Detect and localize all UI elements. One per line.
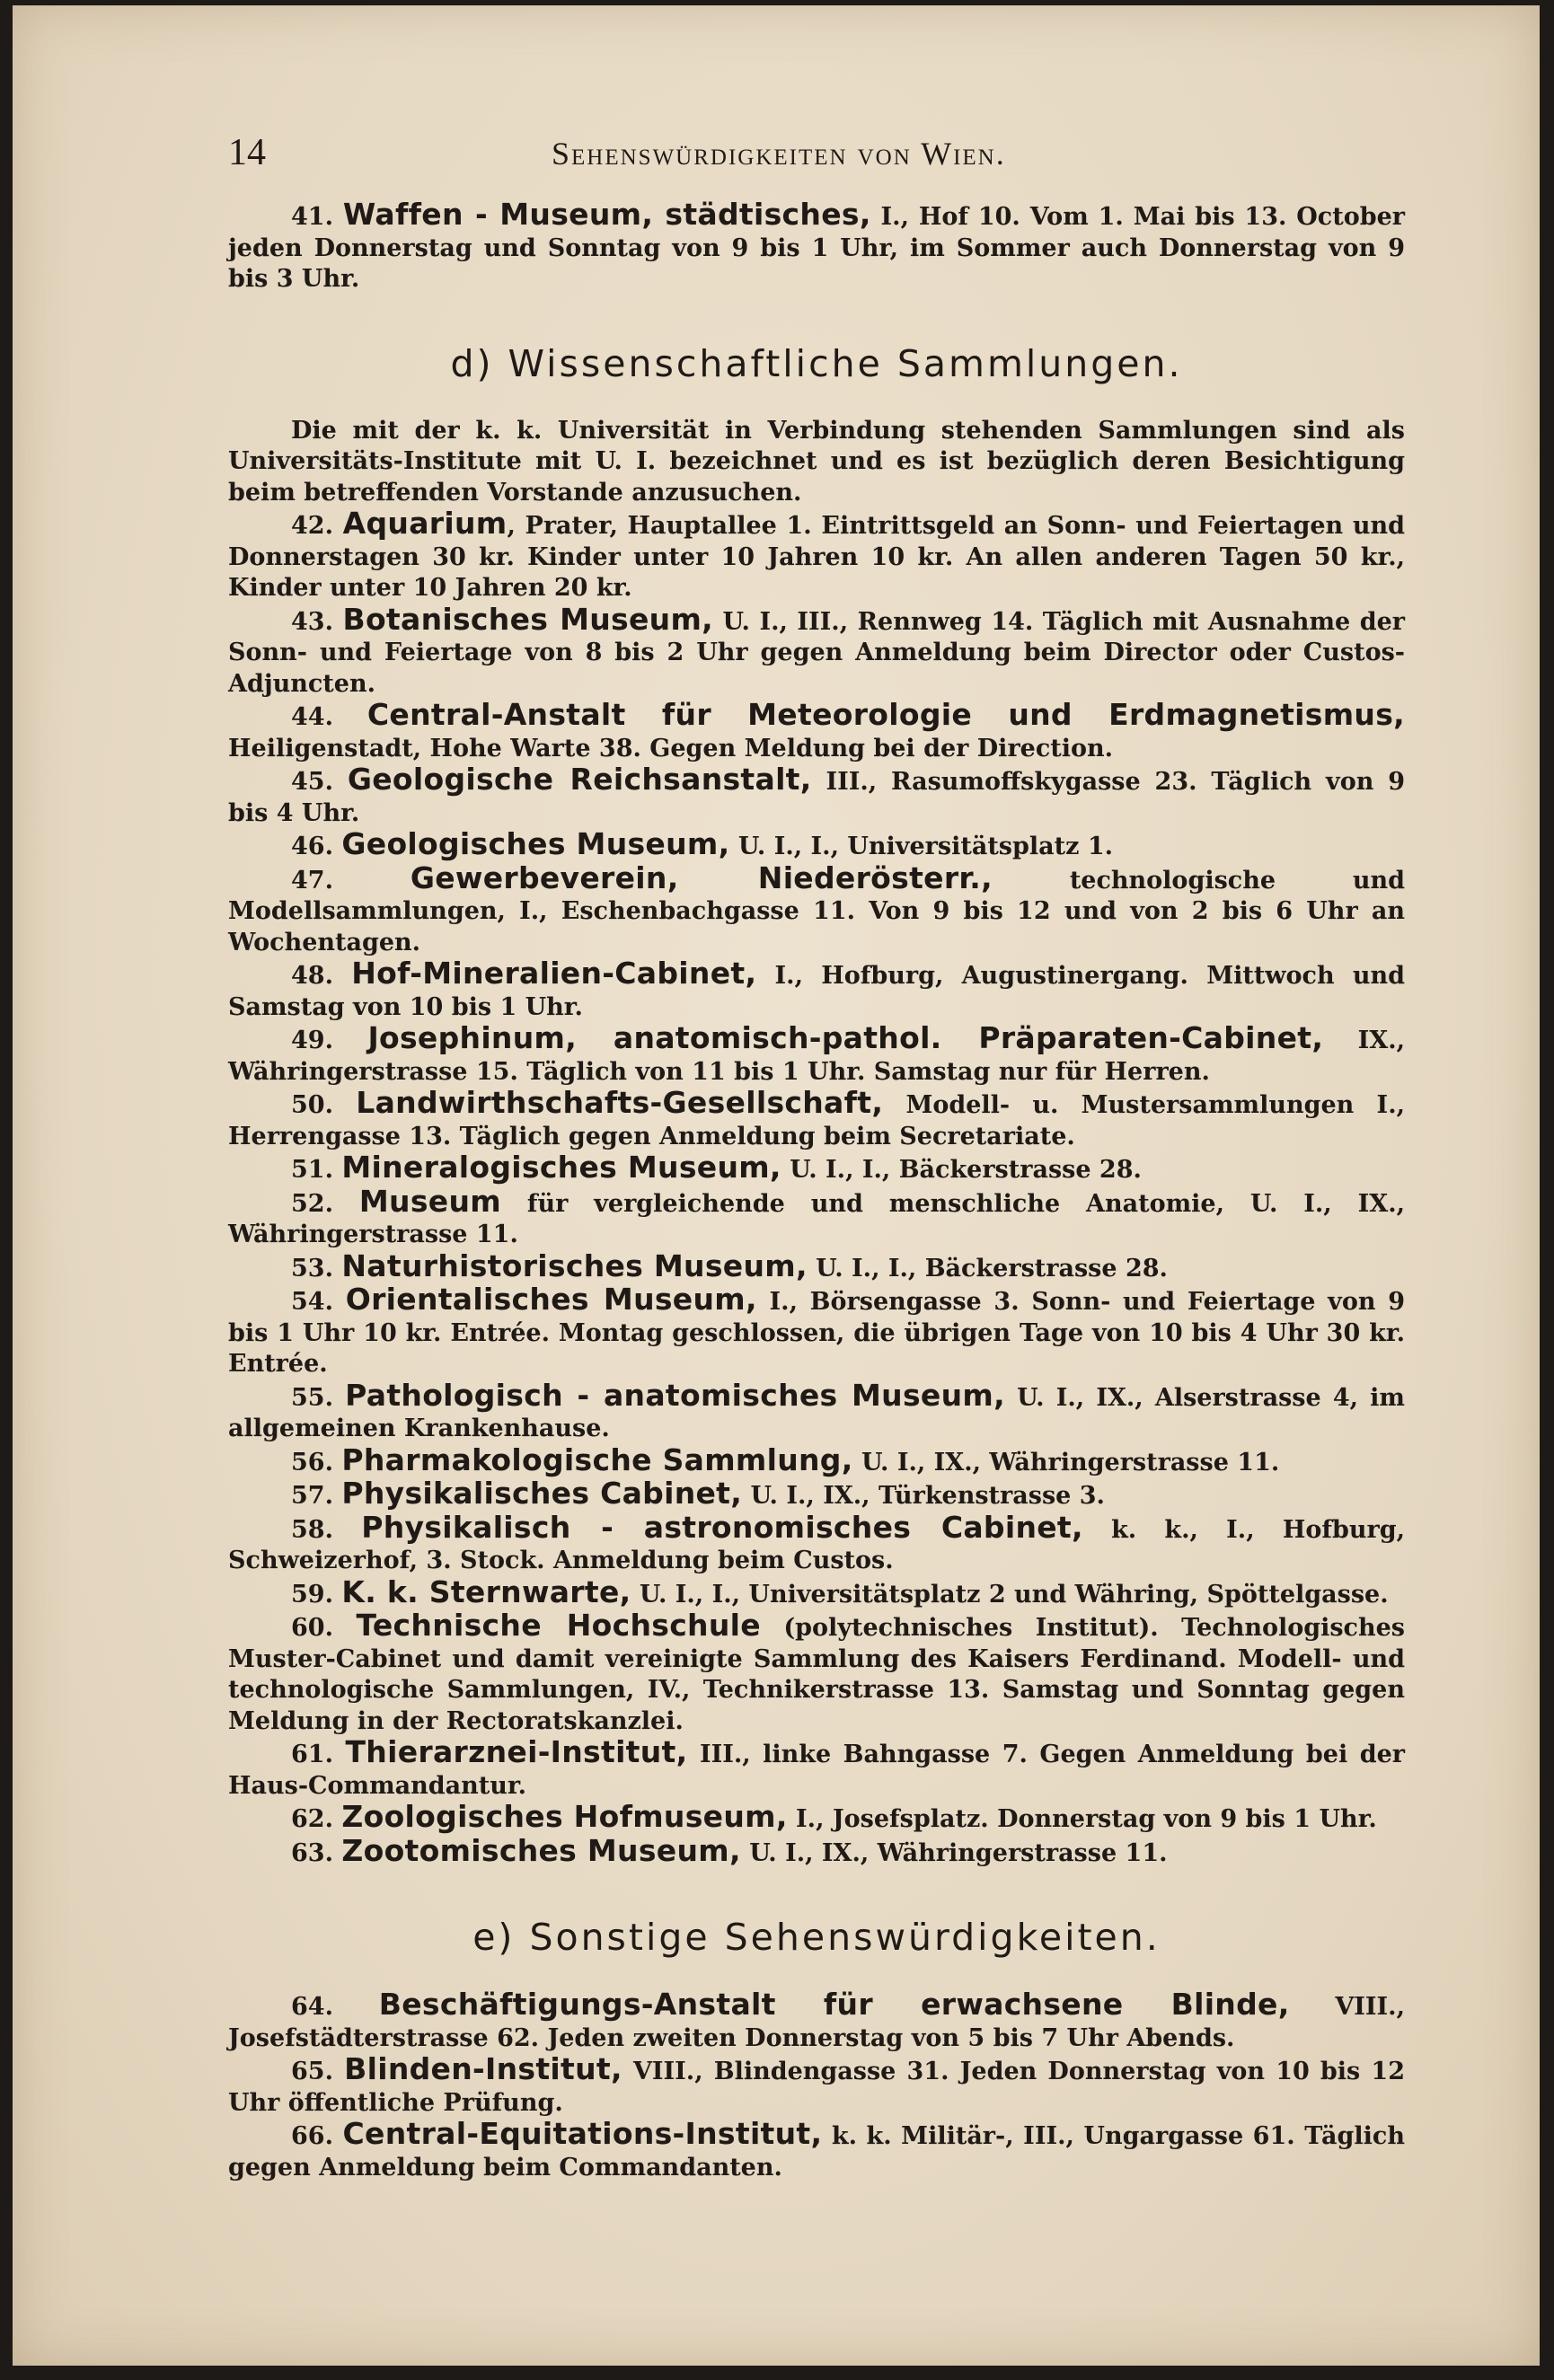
entry (228, 1183, 1405, 1251)
entry-number: 61. (291, 1741, 333, 1768)
entry-text: für vergleichende und menschliche Anatomie, U. I., IX., Währingerstrasse 11. (228, 1189, 1405, 1248)
entry (228, 697, 1405, 764)
entry-number: 42. (291, 512, 333, 540)
entry-number: 43. (291, 607, 333, 636)
book-page (13, 5, 1540, 2366)
entry-number: 66. (291, 2122, 333, 2150)
entry-name: Pharmakologische Sammlung, (341, 1441, 853, 1477)
entry (228, 859, 1406, 959)
entry-text: I., Hof 10. Vom 1. Mai bis 13. October jeden Donnerstag und Sonntag von 9 bis 1 Uhr, im Sommer auch Donnerstag von 9 bis 3 Uhr. (228, 203, 1405, 293)
entry-text: VIII., Josefstädterstrasse 62. Jeden zweiten Donnerstag von 5 bis 7 Uhr Abends. (228, 1993, 1405, 2052)
entry (228, 1734, 1405, 1802)
entry-text: VIII., Blindengasse 31. Jeden Donnerstag von 10 bis 12 Uhr öffentliche Prüfung. (228, 2058, 1405, 2117)
entry (228, 1441, 1405, 1479)
entry-name: Central-Equitations-Institut, (342, 2116, 823, 2151)
section-title-e: e) Sonstige Sehenswürdigkeiten. (472, 1916, 1161, 1959)
entry (228, 1152, 1405, 1186)
section-title-d: d) Wissenschaftliche Sammlungen. (450, 341, 1183, 385)
entry-number: 41. (291, 203, 333, 231)
entry-name: Pathologisch - anatomisches Museum, (345, 1377, 1005, 1413)
entry-name: Thierarznei-Institut, (345, 1734, 688, 1769)
entry-name: Blinden-Institut, (344, 2051, 622, 2086)
entry (228, 2051, 1405, 2119)
entry (228, 1610, 1405, 1737)
section-e-entries (228, 1989, 1405, 2183)
entry (228, 1989, 1405, 2054)
entry (228, 1020, 1405, 1088)
entry-name: Zoologisches Hofmuseum, (341, 1799, 788, 1834)
entry-number: 47. (291, 866, 333, 895)
entry-number: 44. (291, 703, 333, 731)
entry-number: 62. (291, 1805, 333, 1833)
entry-number: 49. (291, 1027, 333, 1054)
entry-name: Naturhistorisches Museum, (341, 1247, 808, 1283)
entry (228, 958, 1405, 1023)
entry-text: U. I., IX., Währingerstrasse 11. (740, 1838, 1168, 1867)
entry-number: 56. (291, 1448, 333, 1476)
entry-number: 58. (291, 1515, 333, 1544)
entry-text: k. k., I., Hofburg, Schweizerhof, 3. Stock. Anmeldung beim Custos. (228, 1515, 1405, 1574)
entry-text: k. k. Militär-, III., Ungargasse 61. Täglich gegen Anmeldung beim Commandanten. (228, 2122, 1405, 2182)
entry-text: I., Hofburg, Augustinergang. Mittwoch und Samstag von 10 bis 1 Uhr. (228, 962, 1405, 1021)
entry-name: Technische Hochschule (356, 1608, 761, 1643)
running-head (228, 131, 1405, 174)
entry-name: Geologische Reichsanstalt, (347, 762, 812, 797)
entry-number: 46. (291, 833, 333, 860)
entry-text: U. I., I., Universitätsplatz 1. (729, 833, 1114, 860)
entry-name: Physikalisches Cabinet, (341, 1476, 743, 1511)
entry-number: 54. (291, 1288, 333, 1316)
entry-text: IX., Währingerstrasse 15. Täglich von 11 bis 1 Uhr. Samstag nur für Herren. (228, 1027, 1405, 1086)
entry-text: III., Rasumoffskygasse 23. Täglich von 9 bis 4 Uhr. (228, 768, 1405, 827)
entry-name: Hof-Mineralien-Cabinet, (351, 956, 757, 991)
entry-number: 64. (291, 1993, 333, 2021)
entry (228, 1573, 1405, 1611)
entry-text: U. I., III., Rennweg 14. Täglich mit Ausnahme der Sonn- und Feiertage von 8 bis 2 Uhr gegen Anmeldung beim Director oder Custos-Adjuncten. (228, 607, 1405, 698)
entry-text: U. I., IX., Währingerstrasse 11. (852, 1448, 1280, 1476)
entry-text: technologische und Modellsammlungen, I., Eschenbachgasse 11. Von 9 bis 12 und von 2 bis 6 Uhr an Wochentagen. (228, 866, 1406, 956)
top-entries (228, 199, 1405, 295)
entry (228, 1478, 1405, 1512)
entry-name: Aquarium (342, 506, 508, 541)
entry (228, 826, 1405, 863)
entry-number: 51. (291, 1156, 333, 1184)
entry (228, 601, 1405, 701)
entry-text: U. I., I., Bäckerstrasse 28. (781, 1156, 1142, 1184)
entry-name: Central-Anstalt für Meteorologie und Erdmagnetismus, (366, 697, 1405, 732)
entry-name: Orientalisches Museum, (345, 1282, 757, 1317)
entry-name: Waffen - Museum, städtisches, (342, 197, 871, 232)
entry-text: I., Josefsplatz. Donnerstag von 9 bis 1 Uhr. (787, 1805, 1377, 1833)
entry-text: I., Börsengasse 3. Sonn- und Feiertage von 9 bis 1 Uhr 10 kr. Entrée. Montag geschlossen, die übrigen Tage von 10 bis 4 Uhr 30 kr. Entrée. (228, 1288, 1406, 1378)
section-d-intro: Die mit der k. k. Universität in Verbindung stehenden Sammlungen sind als Universitäts-Institute mit U. I. bezeichnet und es ist bezüglich deren Besichtigung beim betreffenden Vorstande anzusuchen. (228, 416, 1405, 507)
entry-number: 59. (291, 1580, 333, 1609)
entry-name: Physikalisch - astronomisches Cabinet, (361, 1509, 1083, 1545)
entry-number: 53. (291, 1254, 333, 1283)
section-d-entries (228, 508, 1405, 1869)
entry (228, 1377, 1406, 1445)
entry (228, 1085, 1405, 1152)
entry-text: U. I., IX., Türkenstrasse 3. (742, 1482, 1105, 1510)
entry (228, 1799, 1405, 1836)
entry-text: , Prater, Hauptallee 1. Eintrittsgeld an Sonn- und Feiertagen und Donnerstagen 30 kr. Kinder unter 10 Jahren 10 kr. An allen anderen Tagen 50 kr., Kinder unter 10 Jahren 20 kr. (228, 512, 1405, 602)
entry (228, 508, 1405, 604)
entry-text: U. I., I., Bäckerstrasse 28. (807, 1254, 1168, 1283)
page-number: 14 (228, 132, 266, 173)
entry (228, 2116, 1405, 2183)
entry-text: Heiligenstadt, Hohe Warte 38. Gegen Meldung bei der Direction. (228, 734, 1114, 762)
entry-name: Beschäftigungs-Anstalt für erwachsene Blinde, (378, 1987, 1290, 2022)
entry (228, 1284, 1405, 1380)
entry-name: Landwirthschafts-Gesellschaft, (356, 1085, 884, 1120)
entry-text: (polytechnisches Institut). Technologisches Muster-Cabinet und damit vereinigte Sammlung des Kaisers Ferdinand. Modell- und technologische Sammlungen, IV., Technikerstrasse 13. Samstag und Sonntag gegen Meldung in der Rectoratskanzlei. (228, 1614, 1406, 1735)
entry-name: Botanisches Museum, (342, 601, 713, 637)
entry-name: Gewerbeverein, Niederösterr., (410, 859, 993, 895)
running-title: Sehenswürdigkeiten von Wien. (552, 136, 1006, 172)
page-content (228, 131, 1405, 2183)
entry (228, 199, 1405, 295)
entry-number: 50. (291, 1091, 333, 1119)
entry-text: Modell- u. Mustersammlungen I., Herrengasse 13. Täglich gegen Anmeldung beim Secretariate. (228, 1091, 1405, 1150)
entry-number: 48. (291, 962, 333, 990)
entry-name: Geologisches Museum, (341, 826, 730, 861)
entry-text: U. I., IX., Alserstrasse 4, im allgemeinen Krankenhause. (228, 1383, 1406, 1442)
entry-number: 57. (291, 1482, 333, 1510)
entry (228, 764, 1405, 829)
entry-name: Museum (358, 1183, 501, 1219)
entry-number: 52. (291, 1189, 333, 1218)
entry-number: 55. (291, 1383, 333, 1412)
entry-number: 65. (291, 2058, 333, 2085)
entry-number: 60. (291, 1614, 333, 1642)
entry-number: 63. (291, 1838, 333, 1867)
entry-number: 45. (291, 768, 333, 796)
entry (228, 1509, 1405, 1577)
entry (228, 1832, 1405, 1870)
entry (228, 1247, 1405, 1285)
entry-name: Josephinum, anatomisch-pathol. Präparaten-Cabinet, (367, 1020, 1324, 1055)
entry-name: K. k. Sternwarte, (341, 1573, 631, 1609)
entry-name: Zootomisches Museum, (341, 1832, 741, 1868)
entry-text: U. I., I., Universitätsplatz 2 und Währing, Spöttelgasse. (631, 1580, 1389, 1609)
entry-name: Mineralogisches Museum, (341, 1150, 781, 1185)
entry-text: III., linke Bahngasse 7. Gegen Anmeldung bei der Haus-Commandantur. (228, 1741, 1405, 1800)
